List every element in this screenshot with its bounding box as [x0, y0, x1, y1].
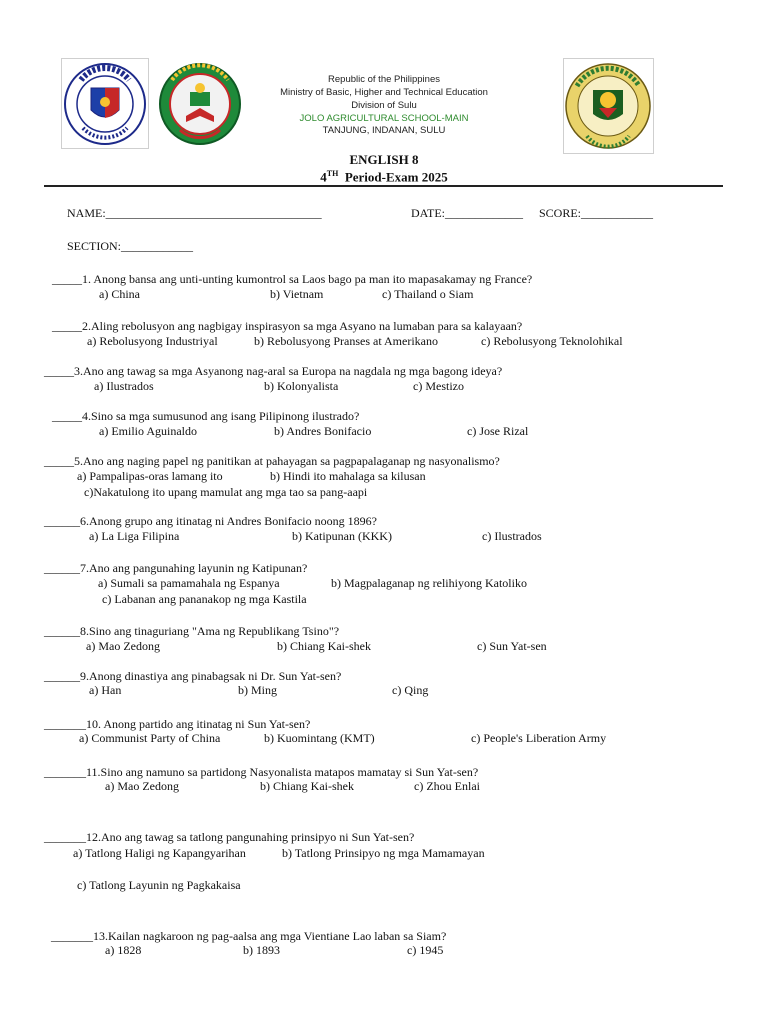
q8-option-c: c) Sun Yat-sen	[477, 639, 547, 653]
q8-option-b: b) Chiang Kai-shek	[277, 639, 371, 653]
school-name: JOLO AGRICULTURAL SCHOOL-MAIN	[299, 113, 469, 124]
q13-option-b: b) 1893	[243, 943, 280, 957]
q3-option-b: b) Kolonyalista	[264, 379, 339, 393]
q6-option-c: c) Ilustrados	[482, 529, 542, 543]
q1-option-b: b) Vietnam	[270, 287, 324, 301]
question-9: ______9.Anong dinastiya ang pinabagsak ni Dr. Sun Yat-sen?	[44, 669, 342, 683]
q12-option-a: a) Tatlong Haligi ng Kapangyarihan	[73, 846, 246, 860]
q10-option-b: b) Kuomintang (KMT)	[264, 731, 375, 745]
exam-title	[0, 169, 768, 185]
q9-option-a: a) Han	[89, 683, 122, 697]
q9-option-b: b) Ming	[238, 683, 277, 697]
q10-option-c: c) People's Liberation Army	[471, 731, 607, 745]
q6-option-b: b) Katipunan (KKK)	[292, 529, 392, 543]
question-10: _______10. Anong partido ang itinatag ni Sun Yat-sen?	[44, 717, 311, 731]
question-2: _____2.Aling rebolusyon ang nagbigay inspirasyon sa mga Asyano na lumaban para sa kalayaan?	[52, 319, 523, 333]
q7-option-b: b) Magpalaganap ng relihiyong Katoliko	[331, 576, 527, 590]
q11-option-b: b) Chiang Kai-shek	[260, 779, 354, 793]
question-1: _____1. Anong bansa ang unti-unting kumontrol sa Laos bago pa man ito mapasakamay ng France?	[52, 272, 533, 286]
date-field[interactable]: DATE:_____________	[411, 206, 523, 220]
question-8: ______8.Sino ang tinaguriang "Ama ng Republikang Tsino"?	[44, 624, 340, 638]
q3-option-a: a) Ilustrados	[94, 379, 154, 393]
question-4: _____4.Sino sa mga sumusunod ang isang Pilipinong ilustrado?	[52, 409, 360, 423]
q4-option-c: c) Jose Rizal	[467, 424, 529, 438]
division-line: Division of Sulu	[351, 100, 417, 111]
q7-option-c: c) Labanan ang pananakop ng mga Kastila	[102, 592, 307, 606]
name-field[interactable]: NAME:____________________________________	[67, 206, 322, 220]
exam-label: Period-Exam 2025	[344, 169, 448, 185]
q12-option-c: c) Tatlong Layunin ng Pagkakaisa	[77, 878, 241, 892]
question-11: _______11.Sino ang namuno sa partidong Nasyonalista matapos mamatay si Sun Yat-sen?	[44, 765, 479, 779]
q13-option-c: c) 1945	[407, 943, 444, 957]
q6-option-a: a) La Liga Filipina	[89, 529, 180, 543]
q3-option-c: c) Mestizo	[413, 379, 464, 393]
period-number: 4	[320, 169, 327, 185]
question-7: ______7.Ano ang pangunahing layunin ng Katipunan?	[44, 561, 308, 575]
period-suffix: TH	[326, 169, 339, 178]
q7-option-a: a) Sumali sa pamamahala ng Espanya	[98, 576, 280, 590]
section-field[interactable]: SECTION:____________	[67, 239, 193, 253]
q2-option-b: b) Rebolusyong Pranses at Amerikano	[254, 334, 438, 348]
question-12: _______12.Ano ang tawag sa tatlong pangunahing prinsipyo ni Sun Yat-sen?	[44, 830, 415, 844]
score-field[interactable]: SCORE:____________	[539, 206, 654, 220]
school-address: TANJUNG, INDANAN, SULU	[322, 125, 446, 136]
q8-option-a: a) Mao Zedong	[86, 639, 160, 653]
q5-option-a: a) Pampalipas-oras lamang ito	[77, 469, 223, 483]
question-6: ______6.Anong grupo ang itinatag ni Andres Bonifacio noong 1896?	[44, 514, 377, 528]
q1-option-c: c) Thailand o Siam	[382, 287, 474, 301]
header-divider	[44, 185, 723, 187]
question-5: _____5.Ano ang naging papel ng panitikan at pahayagan sa pagpapalaganap ng nasyonalismo?	[44, 454, 500, 468]
republic-line: Republic of the Philippines	[328, 74, 440, 85]
subject-title: ENGLISH 8	[349, 152, 419, 167]
q9-option-c: c) Qing	[392, 683, 429, 697]
q5-option-b: b) Hindi ito mahalaga sa kilusan	[270, 469, 426, 483]
question-3: _____3.Ano ang tawag sa mga Asyanong nag-aral sa Europa na nagdala ng mga bagong ideya?	[44, 364, 503, 378]
q2-option-c: c) Rebolusyong Teknolohikal	[481, 334, 623, 348]
q2-option-a: a) Rebolusyong Industriyal	[87, 334, 218, 348]
q11-option-c: c) Zhou Enlai	[414, 779, 480, 793]
q10-option-a: a) Communist Party of China	[79, 731, 221, 745]
q4-option-a: a) Emilio Aguinaldo	[99, 424, 197, 438]
q4-option-b: b) Andres Bonifacio	[274, 424, 372, 438]
q5-option-c: c)Nakatulong ito upang mamulat ang mga tao sa pang-aapi	[84, 485, 368, 499]
q11-option-a: a) Mao Zedong	[105, 779, 179, 793]
q1-option-a: a) China	[99, 287, 140, 301]
q13-option-a: a) 1828	[105, 943, 142, 957]
question-13: _______13.Kailan nagkaroon ng pag-aalsa ang mga Vientiane Lao laban sa Siam?	[51, 929, 447, 943]
q12-option-b: b) Tatlong Prinsipyo ng mga Mamamayan	[282, 846, 485, 860]
ministry-line: Ministry of Basic, Higher and Technical Education	[280, 87, 488, 98]
